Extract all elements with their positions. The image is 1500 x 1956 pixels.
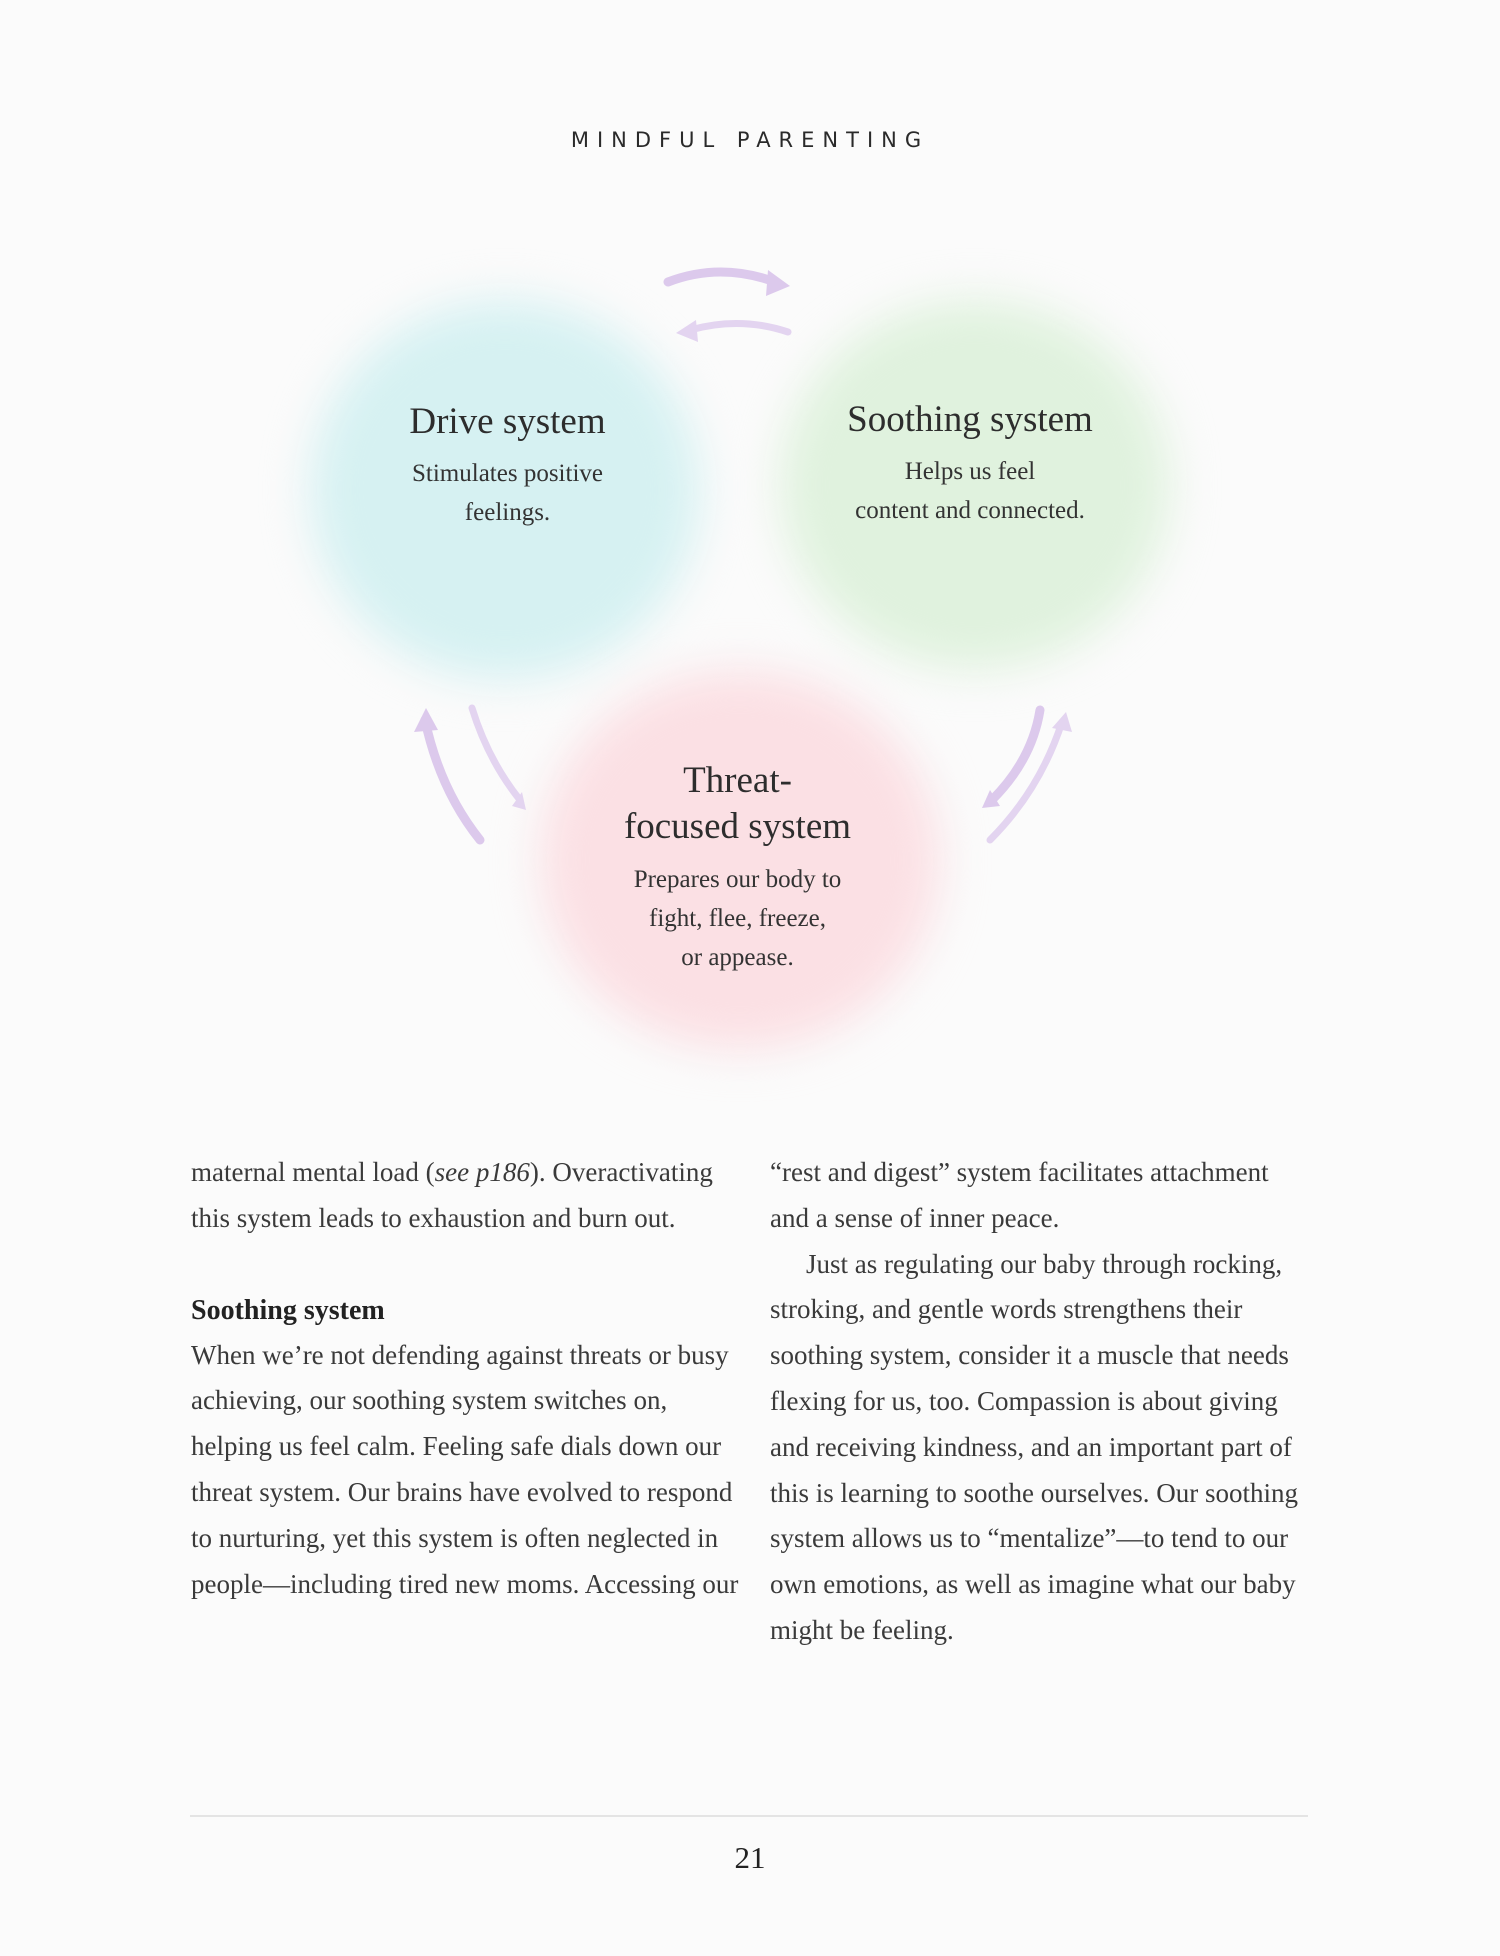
arrow-threat-to-drive — [425, 720, 480, 840]
running-head: MINDFUL PARENTING — [570, 128, 930, 152]
threat-system-description: Prepares our body to fight, flee, freeze, or appease. — [633, 866, 842, 971]
drive-system-description: Stimulates positive feelings. — [412, 460, 603, 526]
arrow-drive-to-soothing — [668, 272, 775, 282]
arrowhead-top-return — [676, 320, 698, 342]
arrowhead-top — [766, 270, 790, 296]
drive-system-node — [335, 400, 680, 532]
drive-system-title: Drive system — [409, 401, 606, 442]
footer-rule — [190, 1815, 1308, 1817]
soothing-system-node — [790, 398, 1150, 530]
right-paragraph-1: “rest and digest” system facilitates attachment and a sense of inner peace. — [770, 1157, 1269, 1233]
arrowhead-left — [414, 708, 438, 732]
section-subheading: Soothing system — [191, 1294, 385, 1326]
arrow-drive-to-threat — [472, 708, 520, 800]
left-text-column — [191, 1150, 751, 1607]
threat-system-title: Threat- focused system — [623, 760, 852, 847]
arrow-threat-to-soothing — [990, 722, 1062, 840]
soothing-system-title: Soothing system — [847, 399, 1093, 440]
page-reference: see p186 — [434, 1157, 530, 1187]
left-paragraph-2: When we’re not defending against threats or busy achieving, our soothing system switches on, helping us feel calm. Feeling safe dials down our threat system. Our brains have evolved to respond to nurturing, yet this system is often neglected in people—including tired new moms. Accessing our — [191, 1339, 739, 1599]
left-paragraph-1: maternal mental load (see p186). Overactivating this system leads to exhaustion and burn out. — [191, 1157, 713, 1233]
page-number: 21 — [734, 1840, 766, 1875]
arrow-soothing-to-drive — [690, 323, 788, 332]
right-paragraph-2: Just as regulating our baby through rocking, stroking, and gentle words strengthens their soothing system, consider it a muscle that needs flexing for us, too. Compassion is about giving and receiving kindness, and an important part of this is learning to soothe ourselves. Our soothing system allows us to “mentalize”—to tend to our own emotions, as well as imagine what our baby might be feeling. — [770, 1248, 1298, 1645]
right-text-column — [770, 1150, 1310, 1654]
arrowhead-right-return — [1052, 712, 1072, 732]
threat-system-node — [565, 758, 910, 977]
soothing-system-description: Helps us feel content and connected. — [855, 458, 1085, 524]
